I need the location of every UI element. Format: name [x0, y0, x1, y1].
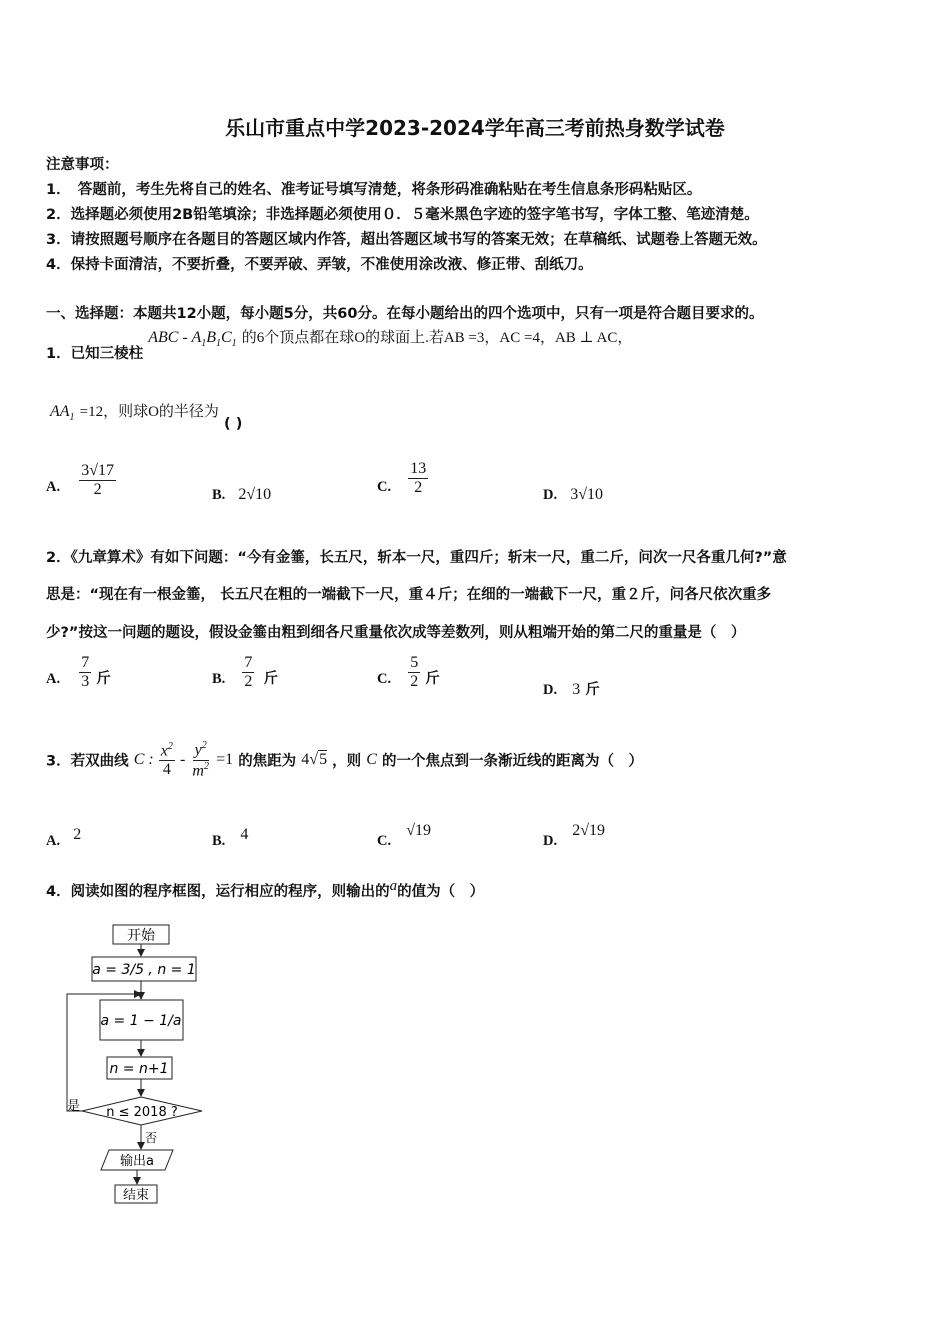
q2-b-fraction: [242, 654, 254, 692]
question-4: [46, 880, 484, 901]
q3-b-value: 4: [240, 826, 249, 843]
q2-d-value: 3: [572, 681, 581, 698]
option-label: C.: [377, 833, 392, 849]
frac-den: 2: [93, 481, 102, 499]
frac-den: 2: [244, 673, 253, 691]
q3-mid: 的焦距为: [238, 753, 297, 770]
unit: 斤: [585, 682, 600, 698]
q3-c-value: √19: [406, 822, 431, 839]
flow-decision-text: n ≤ 2018 ?: [106, 1105, 178, 1120]
q4-lead: 4．阅读如图的程序框图，运行相应的程序，则输出的: [46, 884, 390, 900]
option-label: B.: [212, 487, 226, 503]
q2-option-d[interactable]: [543, 678, 600, 699]
q1-condition-2: [50, 400, 243, 432]
notice-item: 1． 答题前，考生先将自己的姓名、准考证号填写清楚，将条形码准确粘贴在考生信息条形码粘贴区。: [46, 182, 702, 198]
frac-num: 3√17: [79, 462, 116, 481]
notice-item: 2．选择题必须使用2B铅笔填涂；非选择题必须使用０．５毫米黑色字迹的签字笔书写，字体工整、笔迹清楚。: [46, 207, 759, 223]
question-1: [46, 328, 633, 362]
q1-c-fraction: [408, 460, 428, 498]
flow-step1-text: a = 1 − 1/a: [100, 1013, 182, 1029]
q3-tail: 的一个焦点到一条渐近线的距离为（ ）: [382, 753, 644, 770]
q3-equals: =1: [216, 751, 234, 769]
flow-step2-text: n = n+1: [109, 1061, 169, 1077]
q2-line-3: 少?”按这一问题的题设，假设金箠由粗到细各尺重量依次成等差数列，则从粗端开始的第二尺的重量是（ ）: [46, 625, 746, 641]
q1-option-c[interactable]: [377, 460, 428, 498]
q1-lead: 1．已知三棱柱: [46, 346, 144, 362]
option-label: D.: [543, 682, 558, 698]
option-label: A.: [46, 479, 61, 496]
q3-d-value: 2√19: [572, 822, 605, 839]
q3-c: C: [366, 751, 377, 769]
frac-den: 3: [81, 673, 90, 691]
option-label: D.: [543, 487, 558, 503]
q3-mid2: ，则: [332, 753, 362, 770]
q2-line-1: 2．《九章算术》有如下问题：“今有金箠，长五尺，斩本一尺，重四斤；斩末一尺，重二斤，问次一尺各重几何?”意: [46, 550, 787, 566]
option-label: B.: [212, 671, 226, 688]
frac-num: 13: [408, 460, 428, 479]
unit: 斤: [263, 671, 278, 688]
flow-no-label: 否: [145, 1131, 158, 1145]
q1-a-fraction: [79, 462, 116, 500]
flow-start-text: 开始: [127, 928, 155, 944]
q4-tail: 的值为（ ）: [397, 884, 485, 900]
frac-den: 2: [410, 673, 419, 691]
q1-option-b[interactable]: [212, 484, 271, 504]
q1-option-d[interactable]: [543, 484, 603, 504]
flow-output-text: 输出a: [120, 1154, 154, 1169]
q2-option-c[interactable]: [377, 654, 440, 692]
q2-a-fraction: [79, 654, 91, 692]
frac-num: 5: [408, 654, 420, 673]
q4-var-a: a: [389, 878, 398, 894]
q1-aa1: $AA_1$: [50, 403, 75, 424]
q3-focal: 4√5: [301, 751, 328, 769]
flow-init-text: a = 3/5 , n = 1: [92, 962, 196, 978]
q2-option-a[interactable]: [46, 654, 111, 692]
q3-lead: 3．若双曲线: [46, 753, 129, 770]
q2-option-b[interactable]: [212, 654, 278, 692]
option-label: D.: [543, 833, 558, 849]
option-label: A.: [46, 833, 61, 849]
frac-num: 7: [242, 654, 254, 673]
option-label: C.: [377, 479, 392, 496]
q3-a-value: 2: [73, 826, 82, 843]
q2-line-2: 思是：“现在有一根金箠， 长五尺在粗的一端截下一尺，重４斤；在细的一端截下一尺，重２斤，问各尺依次重多: [46, 587, 772, 603]
section-heading: 一、选择题：本题共12小题，每小题5分，共60分。在每小题给出的四个选项中，只有一项是符合题目要求的。: [46, 306, 764, 322]
unit: 斤: [96, 671, 111, 688]
q1-radius-text: =12，则球O的半径为: [79, 404, 219, 420]
option-label: C.: [377, 671, 392, 688]
q3-option-c[interactable]: [377, 822, 431, 850]
q1-paren: ( ): [224, 416, 243, 432]
q3-option-a[interactable]: [46, 826, 82, 850]
question-3: [46, 740, 643, 780]
q1-d-value: 3√10: [570, 486, 603, 503]
flow-yes-label: 是: [67, 1099, 81, 1114]
q3-hyperbola: C :: [133, 751, 154, 769]
notice-item: 3．请按照题号顺序在各题目的答题区域内作答，超出答题区域书写的答案无效；在草稿纸、试题卷上答题无效。: [46, 232, 767, 248]
notice-heading: 注意事项：: [46, 157, 119, 173]
q3-option-b[interactable]: [212, 826, 249, 850]
q3-frac-y: $\frac{y^2}{m^2}$: [192, 740, 209, 780]
q3-option-d[interactable]: [543, 822, 605, 850]
q2-c-fraction: [408, 654, 420, 692]
q3-frac-x: $\frac{x^2}{4}$: [160, 740, 173, 779]
page-title: 乐山市重点中学2023-2024学年高三考前热身数学试卷: [225, 116, 725, 140]
q1-condition: 的6个顶点都在球O的球面上.若AB =3，AC =4，AB ⊥ AC，: [241, 330, 633, 346]
q1-prism: ABC - $A_1B_1C_1$: [148, 329, 237, 350]
option-label: A.: [46, 671, 61, 688]
frac-den: 2: [414, 479, 423, 497]
option-label: B.: [212, 833, 226, 849]
unit: 斤: [425, 671, 440, 688]
frac-num: 7: [79, 654, 91, 673]
flowchart: [55, 918, 225, 1213]
notice-item: 4．保持卡面清洁，不要折叠，不要弄破、弄皱，不准使用涂改液、修正带、刮纸刀。: [46, 257, 593, 273]
flow-end-text: 结束: [122, 1188, 150, 1203]
q1-option-a[interactable]: [46, 462, 116, 500]
q3-minus: -: [179, 751, 186, 769]
q1-b-value: 2√10: [238, 486, 272, 503]
